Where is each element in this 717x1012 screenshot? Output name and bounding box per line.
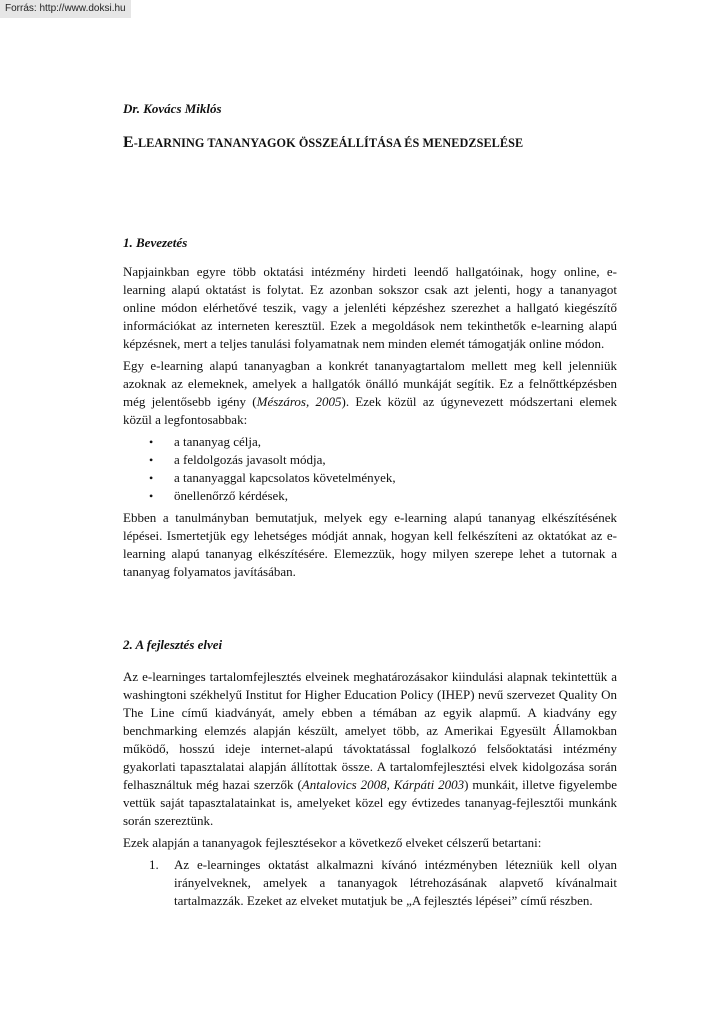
section-2-body [123,668,617,910]
list-item [123,469,617,487]
list-item [123,433,617,451]
list-item-text: a tananyag célja, [174,434,261,449]
list-item-text: a tananyaggal kapcsolatos követelmények, [174,470,396,485]
section-1-body [123,263,617,585]
list-item-text: önellenőrző kérdések, [174,488,289,503]
methodology-list [123,433,617,505]
section-2-paragraph-1 [123,668,617,830]
text-fragment: Az e-learninges tartalomfejlesztés elveinek meghatározásakor kiindulási alapnak tekintettük a washingtoni székhelyű Institut for Higher Education Policy (IHEP) nevű szervezet Quality On The Line című kiadványát, amely ebben a témában az egyik alapmű. A kiadvány egy benchmarking elemzés alapján készült, amelyet több, az Amerikai Egyesült Államokban működő, hosszú ideje internet-alapú távoktatással foglalkozó felsőoktatási intézmény gyakorlati tapasztalatai alapján állítottak össze. A tartalomfejlesztési elvek kidolgozása során felhasználtuk még hazai szerzők ( [123,669,617,792]
bullet-icon: • [149,453,154,467]
section-1-heading: 1. Bevezetés [123,235,188,250]
text-fragment: Egy e-learning alapú tananyagban a konkrét tananyagtartalom mellett meg kell jelenniük azoknak az elemeknek, amelyek a hallgatók önálló munkáját segítik. Ez a felnőttképzésben még jelentősebb igény ( [123,358,617,409]
list-item [123,487,617,505]
text-fragment: ) munkáit, illetve figyelembe vettük saját tapasztalatainkat is, amelyeket közel egy évtizedes tananyag-fejlesztői munkánk során szereztünk. [123,777,617,828]
bullet-icon: • [149,435,154,449]
text-fragment: ). Ezek közül az úgynevezett módszertani elemek közül a legfontosabbak: [123,394,617,427]
list-item-number: 1. [149,857,159,872]
list-item [123,856,617,910]
bullet-icon: • [149,471,154,485]
principles-list [123,856,617,910]
bullet-icon: • [149,489,154,503]
source-label: Forrás: http://www.doksi.hu [0,0,131,18]
section-2-heading: 2. A fejlesztés elvei [123,637,223,652]
section-2-paragraph-2: Ezek alapján a tananyagok fejlesztésekor a következő elveket célszerű betartani: [123,835,542,850]
list-item-text: Az e-learninges oktatást alkalmazni kívánó intézményben létezniük kell olyan irányelveknek, amelyek a tananyagok létrehozásának alapvető kívánalmait tartalmazzák. Ezeket az elveket mutatjuk be „A fejlesztés lépései” című részben. [174,857,617,908]
section-1-paragraph-3: Ebben a tanulmányban bemutatjuk, melyek egy e-learning alapú tananyag elkészítésének lépései. Ismertetjük egy lehetséges módját annak, hogyan kell felkészíteni az oktatókat az e-learning alapú tananyag elkészítésére. Elemezzük, hogy milyen szerepe lehet a tutornak a tananyag folyamatos javításában. [123,510,617,579]
section-1-paragraph-1: Napjainkban egyre több oktatási intézmény hirdeti leendő hallgatóinak, hogy online, e-learning alapú oktatást is folytat. Ez azonban sokszor csak azt jelenti, hogy a tananyagot online módon elérhetővé teszik, vagy a jelenléti képzéshez szerezhet a hallgató kiegészítő információkat az interneten keresztül. Ezek a megoldások nem tekinthetők e-learning alapú képzésnek, mert a teljes tanulási folyamatnak nem minden elemét támogatják online módon. [123,264,617,351]
list-item [123,451,617,469]
document-title [123,134,617,152]
list-item-text: a feldolgozás javasolt módja, [174,452,326,467]
author-name: Dr. Kovács Miklós [123,101,222,116]
title-first-letter: E [123,134,134,151]
citation: Mészáros, 2005 [256,394,342,409]
citation: Antalovics 2008, Kárpáti 2003 [301,777,465,792]
section-1-paragraph-2 [123,357,617,429]
title-rest: -LEARNING TANANYAGOK ÖSSZEÁLLÍTÁSA ÉS MENEDZSELÉSE [133,136,524,150]
